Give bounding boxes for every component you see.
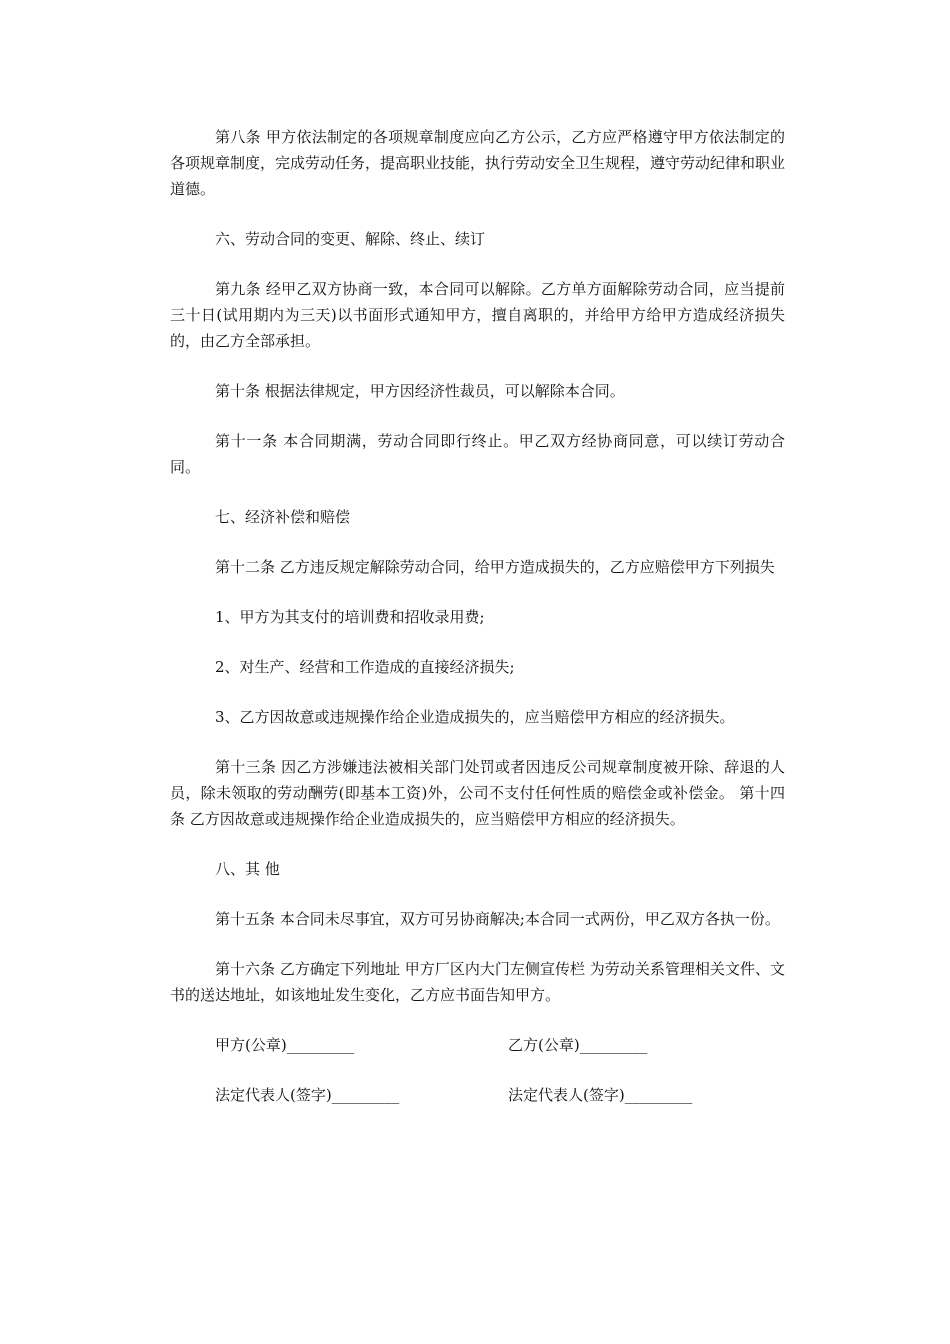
list-item-3: 3、乙方因故意或违规操作给企业造成损失的，应当赔偿甲方相应的经济损失。	[215, 708, 735, 726]
article-10: 第十条 根据法律规定，甲方因经济性裁员，可以解除本合同。	[215, 382, 625, 400]
party-b-seal-line: 乙方(公章)_________	[508, 1036, 648, 1054]
seal-row	[170, 1032, 785, 1058]
article-11: 第十一条 本合同期满，劳动合同即行终止。甲乙双方经协商同意，可以续订劳动合同。	[170, 432, 785, 476]
article-15: 第十五条 本合同未尽事宜，双方可另协商解决;本合同一式两份，甲乙双方各执一份。	[215, 910, 780, 928]
article-13-14: 第十三条 因乙方涉嫌违法被相关部门处罚或者因违反公司规章制度被开除、辞退的人员，除未领取的劳动酬劳(即基本工资)外，公司不支付任何性质的赔偿金或补偿金。 第十四条 乙方因故意或违规操作给企业造成损失的，应当赔偿甲方相应的经济损失。	[170, 758, 785, 828]
representative-row	[170, 1082, 785, 1108]
contract-page	[170, 124, 785, 1132]
party-b-representative-line: 法定代表人(签字)_________	[508, 1086, 693, 1104]
party-a-seal-line: 甲方(公章)_________	[215, 1036, 355, 1054]
article-12: 第十二条 乙方违反规定解除劳动合同，给甲方造成损失的，乙方应赔偿甲方下列损失	[215, 558, 775, 576]
party-a-representative-line: 法定代表人(签字)_________	[215, 1086, 400, 1104]
list-item-1: 1、甲方为其支付的培训费和招收录用费;	[215, 608, 485, 626]
section-8-heading: 八、其 他	[215, 860, 280, 878]
list-item-2: 2、对生产、经营和工作造成的直接经济损失;	[215, 658, 515, 676]
article-9: 第九条 经甲乙双方协商一致，本合同可以解除。乙方单方面解除劳动合同，应当提前三十日(试用期内为三天)以书面形式通知甲方，擅自离职的，并给甲方给甲方造成经济损失的，由乙方全部承担。	[170, 280, 785, 350]
article-16: 第十六条 乙方确定下列地址 甲方厂区内大门左侧宣传栏 为劳动关系管理相关文件、文书的送达地址，如该地址发生变化，乙方应书面告知甲方。	[170, 960, 785, 1004]
article-8: 第八条 甲方依法制定的各项规章制度应向乙方公示，乙方应严格遵守甲方依法制定的各项规章制度，完成劳动任务，提高职业技能，执行劳动安全卫生规程，遵守劳动纪律和职业道德。	[170, 128, 786, 198]
section-6-heading: 六、劳动合同的变更、解除、终止、续订	[215, 230, 486, 248]
section-7-heading: 七、经济补偿和赔偿	[215, 508, 351, 526]
